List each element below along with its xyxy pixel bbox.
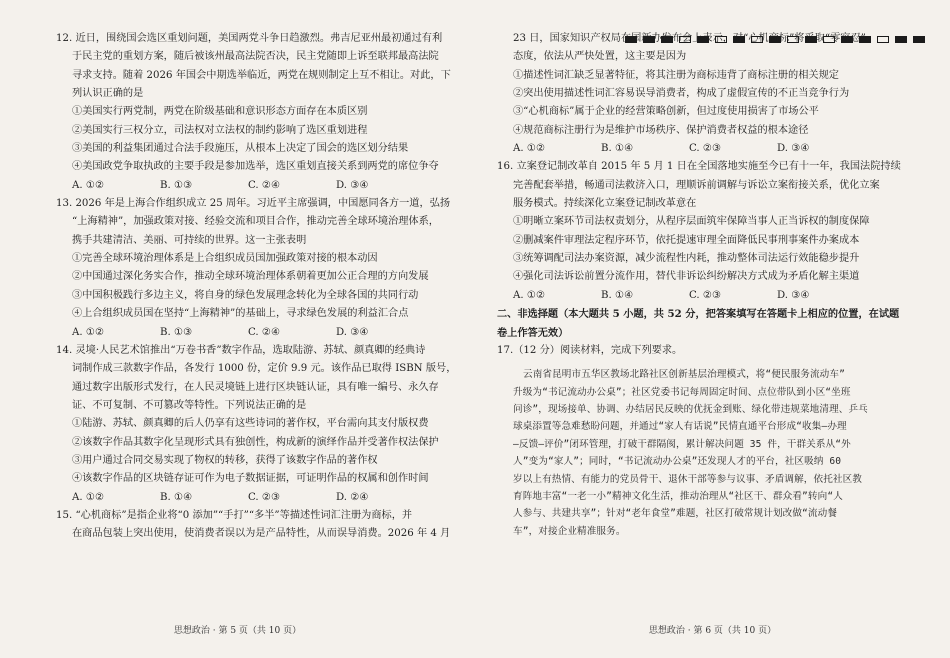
material-text-line: —反馈—评价”闭环管理，打破干群隔阂，累计解决问题 35 件，干群关系从“外 [513, 438, 851, 450]
material-text-line: 人参与、共建共享”；针对“老年食堂”难题，社区打破常规计划改做“流动餐 [513, 508, 838, 520]
page-6-text-line: 23 日，国家知识产权局在国新办发布会上表示，对“心机商标”将采取“零容忍” [513, 33, 866, 44]
material-text-line: 球桌添置等急难愁盼问题，并通过“家人有话说”民情直通平台形成“收集—办理 [513, 421, 847, 433]
page-6-options-row [497, 140, 915, 158]
material-text-line: 育阵地丰富“一老一小”精神文化生活，推动治理从“社区干、群众看”转向“人 [513, 491, 843, 503]
material-text-line: 升级为“书记流动办公桌”；社区党委书记每周固定时间、点位带队到小区“坐班 [513, 386, 851, 398]
page-5-text-line: “上海精神”，加强政策对接、经验交流和项目合作，推动完善全球环境治理体系， [72, 216, 439, 228]
page-5-option: C. ②③ [248, 491, 281, 503]
page-6-text-line: ①明晰立案环节司法权责划分，从程序层面筑牢保障当事人正当诉权的制度保障 [513, 216, 870, 228]
page-6-text-line: ③统筹调配司法办案资源，减少流程性内耗，推动整体司法运行效能稳步提升 [513, 253, 860, 265]
material-text-line: 问诊”，现场接单、协调、办结居民反映的优抚金到账、绿化带违规菜地清理、乒乓 [513, 404, 868, 415]
page-5-text-line: 在商品包装上突出使用，使消费者误以为是产品特性，从而误导消费。2026 年 4 月 [72, 528, 451, 540]
page-6-text-line: 卷上作答无效） [497, 326, 569, 339]
material-text-line: 云南省昆明市五华区教场北路社区创新基层治理模式，将“便民服务流动车” [523, 369, 845, 381]
page-6-text-line: 二、非选择题（本大题共 5 小题，共 52 分，把答案填写在答题卡上相应的位置，在试题 [497, 308, 900, 321]
page-5-text-line: ④美国政党争取执政的主要手段是参加选举，选区重划直接关系到两党的席位争夺 [72, 161, 439, 173]
page-5-option: D. ②④ [336, 491, 369, 503]
page-5-option: C. ②④ [248, 179, 281, 191]
page-5-option: D. ③④ [336, 179, 369, 191]
reading-material [497, 364, 915, 542]
page-6-text-line: ①描述性词汇缺乏显著特征，将其注册为商标违背了商标注册的相关规定 [513, 69, 839, 81]
page-5-options-row [56, 489, 459, 507]
page-6-text-line: ②突出使用描述性词汇容易误导消费者，构成了虚假宣传的不正当竞争行为 [513, 88, 850, 100]
page-6-text-line: ③“心机商标”属于企业的经营策略创新，但过度使用损害了市场公平 [513, 106, 819, 118]
page-5-text-line: ②中国通过深化务实合作，推动全球环境治理体系朝着更加公正合理的方向发展 [72, 271, 429, 283]
page-5-text-line: 寻求支持。随着 2026 年国会中期选举临近，两党在规则制定上互不相让。对此，下 [72, 69, 451, 81]
page-5-text-line: 列认识正确的是 [72, 88, 144, 100]
page-6-option: B. ①④ [601, 143, 634, 155]
page-5-text-line: 13. 2026 年是上海合作组织成立 25 周年。习近平主席强调，中国愿同各方一道，弘扬 [56, 198, 451, 210]
page-5-text-line: 12. 近日，围绕国会选区重划问题，美国两党斗争日趋激烈。弗吉尼亚州最初通过有利 [56, 33, 443, 44]
page-6 [475, 0, 950, 658]
page-5-option: D. ③④ [336, 326, 369, 338]
material-text-line: 岁以上有热情、有能力的党员骨干、退休干部等参与议事、矛盾调解，依托社区教 [513, 473, 862, 485]
page-5-text-line: ②该数字作品其数字化呈现形式具有独创性，构成新的演绎作品并受著作权法保护 [72, 436, 439, 448]
page-5-option: B. ①③ [160, 179, 193, 191]
page-6-option: A. ①② [513, 289, 546, 301]
page-5-text-line: ④该数字作品的区块链存证可作为电子数据证据，可证明作品的权属和创作时间 [72, 473, 429, 485]
page-6-options-row [497, 287, 915, 305]
page-6-option: D. ③④ [777, 143, 810, 155]
page-5-text-line: ③中国积极践行多边主义，将自身的绿色发展理念转化为全球各国的共同行动 [72, 289, 419, 301]
page-5-options-row [56, 177, 459, 195]
page-5-text-line: ①陆游、苏轼、颜真卿的后人仍享有这些诗词的著作权，平台需向其支付版权费 [72, 418, 429, 430]
page-5-option: A. ①② [72, 491, 105, 503]
page-5-content [56, 30, 459, 544]
page-5-text-line: ③用户通过合同交易实现了物权的转移，获得了该数字作品的著作权 [72, 454, 378, 466]
page-6-content [497, 30, 915, 542]
page-6-option: C. ②③ [689, 289, 722, 301]
page-5-text-line: ①美国实行两党制，两党在阶级基础和意识形态方面存在本质区别 [72, 106, 368, 118]
page-5-option: B. ①③ [160, 326, 193, 338]
page-6-text-line: ②删减案件审理法定程序环节，依托提速审理全面降低民事刑事案件办案成本 [513, 234, 860, 246]
page-6-option: A. ①② [513, 143, 546, 155]
page-6-text-line: 完善配套举措，畅通司法救济入口，理顺诉前调解与诉讼立案衔接关系，优化立案 [513, 179, 880, 191]
page-5-option: C. ②④ [248, 326, 281, 338]
page-5-text-line: 词制作成三款数字作品，各发行 1000 份，定价 9.9 元。该作品已取得 ISBN 版号， [72, 363, 457, 375]
page-5-text-line: 于民主党的重划方案，随后被该州最高法院否决，民主党随即上诉至联邦最高法院 [72, 51, 439, 63]
page-6-option: B. ①④ [601, 289, 634, 301]
page-5-text-line: 通过数字出版形式发行，在人民灵境链上进行区块链认证，具有唯一编号、永久存 [72, 381, 439, 393]
page-6-option: C. ②③ [689, 143, 722, 155]
page-5-footer: 思想政治 · 第 5 页（共 10 页） [173, 626, 302, 636]
page-5-option: A. ①② [72, 326, 105, 338]
material-text-line: 人”变为“家人”；同时，“书记流动办公桌”还发现人才的平台，社区吸纳 60 [513, 456, 842, 468]
page-5-text-line: 14. 灵境·人民艺术馆推出“万卷书香”数字作品，选取陆游、苏轼、颜真卿的经典诗 [56, 344, 426, 356]
page-5-text-line: ④上合组织成员国在坚持“上海精神”的基础上，寻求绿色发展的利益汇合点 [72, 308, 409, 320]
page-6-option: D. ③④ [777, 289, 810, 301]
page-5-options-row [56, 324, 459, 342]
page-6-text-line: ④规范商标注册行为是维护市场秩序、保护消费者权益的根本途径 [513, 124, 809, 136]
page-5-text-line: 携手共建清洁、美丽、可持续的世界。这一主张表明 [72, 234, 307, 246]
page-5-text-line: ①完善全球环境治理体系是上合组织成员国加强政策对接的根本动因 [72, 253, 378, 265]
page-6-text-line: ④强化司法诉讼前置分流作用，替代非诉讼纠纷解决方式成为矛盾化解主渠道 [513, 271, 860, 283]
page-6-text-line: 17.（12 分）阅读材料，完成下列要求。 [497, 344, 683, 356]
page-5-option: B. ①④ [160, 491, 193, 503]
material-text-line: 车”，对接企业精准服务。 [513, 525, 626, 537]
page-6-text-line: 服务模式。持续深化立案登记制改革意在 [513, 198, 697, 210]
page-6-text-line: 16. 立案登记制改革自 2015 年 5 月 1 日在全国落地实施至今已有十一年，我国法院持续 [497, 161, 901, 173]
page-5-text-line: 15. “心机商标”是指企业将“0 添加”“手打”“多半”等描述性词汇注册为商标，并 [56, 509, 413, 521]
page-6-text-line: 态度，依法从严快处置，这主要是因为 [513, 51, 687, 63]
page-5-text-line: ③美国的利益集团通过合法手段施压，从根本上决定了国会的选区划分结果 [72, 143, 409, 155]
page-6-footer: 思想政治 · 第 6 页（共 10 页） [648, 626, 777, 636]
page-5-text-line: ②美国实行三权分立，司法权对立法权的制约影响了选区重划进程 [72, 124, 368, 136]
page-5-text-line: 证、不可复制、不可篡改等特性。下列说法正确的是 [72, 399, 307, 411]
page-5-option: A. ①② [72, 179, 105, 191]
